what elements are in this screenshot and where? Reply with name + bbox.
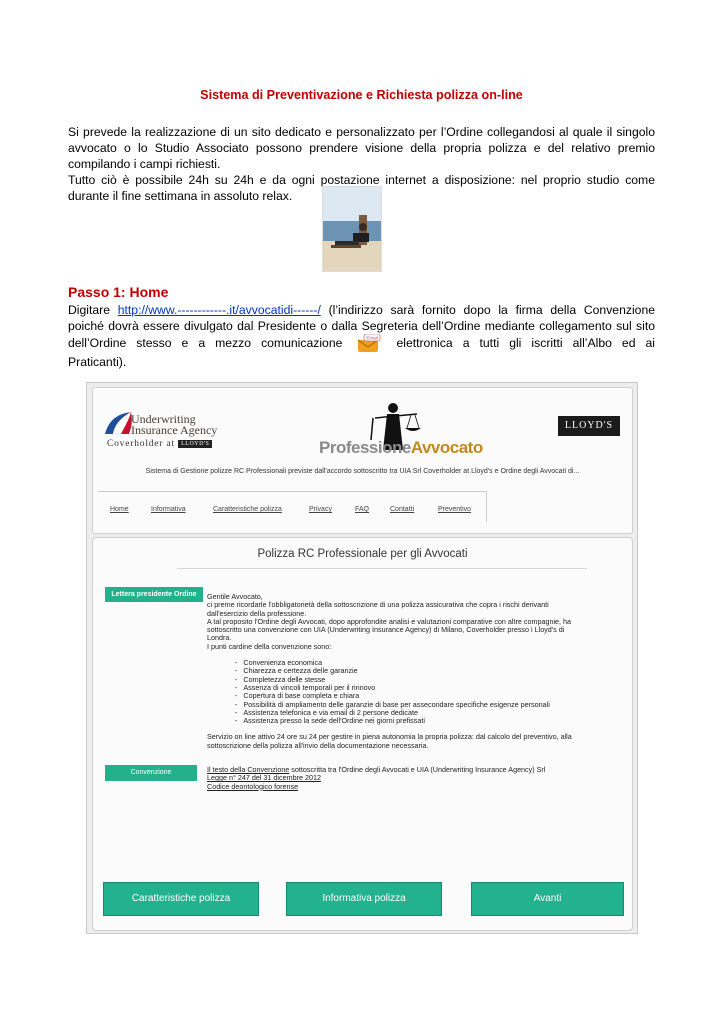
letter-line: Gentile Avvocato, <box>207 592 263 601</box>
digitare-word: Digitare <box>68 303 110 317</box>
email-envelope-icon <box>352 334 386 354</box>
website-screenshot <box>86 382 638 934</box>
uia-logo <box>103 410 223 458</box>
nav-contatti[interactable]: Contatti <box>390 506 415 513</box>
letter-line: dall'esercizio della professione. <box>207 608 307 618</box>
logo-prefix: Professione <box>319 438 411 457</box>
convenzione-rest: sottoscritta tra l'Ordine degli Avvocati e UIA (Underwriting Insurance Agency) Srl <box>289 765 546 774</box>
site-url-link[interactable]: http://www.------------.it/avvocatidi------/ <box>117 303 321 317</box>
convenzione-link[interactable]: Il testo della Convenzione <box>207 765 290 774</box>
nav-caratteristiche[interactable]: Caratteristiche polizza <box>213 506 282 513</box>
uia-flag-icon <box>103 410 133 438</box>
nav-home[interactable]: Home <box>110 506 129 513</box>
bullet-item: - Convenienza economica <box>235 658 323 668</box>
bullet-item: - Assistenza telefonica e via email di 2 persone dedicate <box>235 707 418 717</box>
lloyds-small-badge: LLOYD'S <box>178 440 212 448</box>
avanti-button[interactable]: Avanti <box>471 882 624 916</box>
service-line: Servizio on line attivo 24 ore su 24 per gestire in piena autonomia la propria polizza: dal calcolo del preventivo, alla <box>207 732 572 742</box>
intro-paragraph <box>68 124 655 172</box>
intro-line: Si prevede la realizzazione di un sito dedicato e personalizzato per l’Ordine collegandosi al quale il singolo <box>68 125 655 139</box>
letter-line: ci preme ricordarle l'obbligatorietà della sottoscrizione di una polizza assicurativa che copra i rischi derivanti <box>207 600 549 610</box>
codice-link[interactable]: Codice deontologico forense <box>207 781 299 791</box>
service-line: sottoscrizione della polizza all'invio della documentazione necessaria. <box>207 740 429 750</box>
letter-line: I punti cardine della convenzione sono: <box>207 641 332 651</box>
content-panel <box>92 537 633 931</box>
uia-name <box>131 414 217 436</box>
logo-suffix: Avvocato <box>410 438 483 457</box>
page-title: Sistema di Preventivazione e Richiesta polizza on-line <box>200 88 523 102</box>
letter-line: sottoscritto una convenzione con UIA (Underwriting Insurance Agency) di Milano, Coverholder presso i Lloyd's di <box>207 625 565 635</box>
legge-link[interactable]: Legge n° 247 del 31 dicembre 2012 <box>207 773 321 783</box>
intro-line: compilando i campi richiesti. <box>68 157 221 171</box>
bullet-item: - Possibilità di ampliamento delle garanzie di base per assecondare specifiche esigenze personali <box>235 699 550 709</box>
content-title-rule <box>177 568 587 569</box>
step1-line3-part1: dell’Ordine stesso e a mezzo comunicazione <box>68 336 343 351</box>
coverholder-text: Coverholder at <box>107 439 175 449</box>
bullet-item: - Chiarezza e certezza delle garanzie <box>235 666 358 676</box>
bullet-item: - Completezza delle stesse <box>235 674 326 684</box>
step1-line <box>68 334 655 354</box>
bullet-item: - Copertura di base completa e chiara <box>235 691 360 701</box>
uia-name-line1: Underwriting <box>131 412 196 426</box>
step1-line: poiché dovrà essere divulgato dal Presidente o dalla Segreteria dell’Ordine mediante collegamento sul sito <box>68 319 655 333</box>
step1-paragraph <box>68 302 655 370</box>
availability-line: Tutto ciò è possibile 24h su 24h e da ogni postazione internet a disposizione: nel proprio studio come <box>68 173 655 187</box>
logo-wordmark <box>319 438 483 458</box>
uia-name-line2: Insurance Agency <box>131 423 218 437</box>
caratteristiche-polizza-button[interactable]: Caratteristiche polizza <box>103 882 259 916</box>
nav-preventivo[interactable]: Preventivo <box>438 506 472 513</box>
nav-informativa[interactable]: Informativa <box>151 506 186 513</box>
president-letter <box>207 593 617 750</box>
site-tagline: Sistema di Gestione polizze RC Professionali previste dall'accordo sottoscritto tra UIA Srl Coverholder at Lloyd's e Ordine degli Avvocati di... <box>145 468 580 475</box>
relax-beach-photo <box>322 186 382 272</box>
step1-line: Praticanti). <box>68 355 127 369</box>
content-title: Polizza RC Professionale per gli Avvocati <box>257 548 468 560</box>
lettera-presidente-button[interactable]: Lettera presidente Ordine <box>105 587 203 602</box>
convenzione-links <box>207 766 617 791</box>
professione-avvocato-logo <box>319 400 483 462</box>
nav-faq[interactable]: FAQ <box>355 506 370 513</box>
email-badge-text: Email <box>366 335 379 341</box>
bullet-item: - Assistenza presso la sede dell'Ordine nei giorni prefissati <box>235 716 425 726</box>
lloyds-logo: LLOYD'S <box>558 416 620 436</box>
informativa-polizza-button[interactable]: Informativa polizza <box>286 882 442 916</box>
step1-line <box>68 302 655 318</box>
availability-line: durante il fine settimana in assoluto relax. <box>68 189 293 203</box>
bullet-item: - Assenza di vincoli temporali per il rinnovo <box>235 682 376 692</box>
site-header <box>92 387 633 534</box>
nav-privacy[interactable]: Privacy <box>309 506 332 513</box>
letter-line: Londra. <box>207 633 232 643</box>
step1-line3-part2: elettronica a tutti gli iscritti all’Albo ed ai <box>396 336 655 351</box>
intro-line: avvocato o lo Studio Associato possono prendere visione della propria polizza e del relativo premio <box>68 141 655 155</box>
convenzione-button[interactable]: Convenzione <box>105 765 197 781</box>
step1-heading: Passo 1: Home <box>68 284 169 300</box>
coverholder-line <box>107 439 212 449</box>
letter-line: A tal proposito l'Ordine degli Avvocati, dopo approfondite analisi e valutazioni comparative con altre compagnie, ha <box>207 616 572 626</box>
step1-line1-rest: (l’indirizzo sarà fornito dopo la firma della Convenzione <box>328 303 655 317</box>
